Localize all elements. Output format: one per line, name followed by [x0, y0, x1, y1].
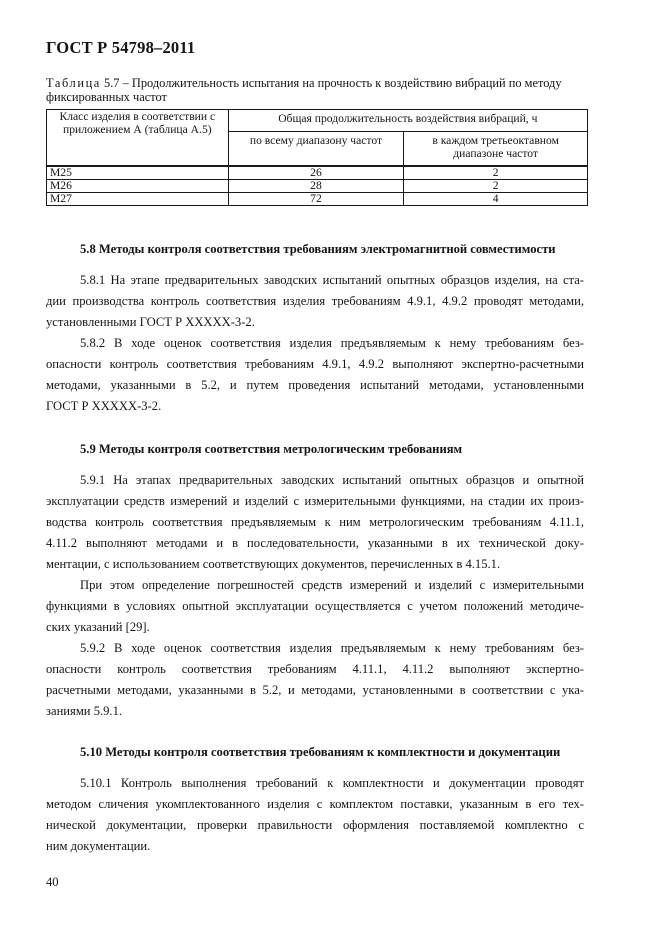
cell-class: М25 — [47, 166, 229, 180]
text-line: нической документации, проверки правильности оформления поставляемой комплектно с — [46, 818, 584, 832]
text-line: функциями в условиях опытной эксплуатации осуществляется с учетом положений методиче- — [46, 599, 584, 613]
text-line: ских указаний [29]. — [46, 620, 150, 634]
page-number: 40 — [46, 875, 59, 889]
paragraph-5-9-1-note — [46, 575, 584, 638]
text-line: 5.8.2 В ходе оценок соответствия изделия предъявляемым к нему требованиям без- — [80, 336, 584, 350]
paragraph-5-9-1 — [46, 470, 584, 575]
paragraph-5-9-2 — [46, 638, 584, 722]
col-header-class: Класс изделия в соответствии с приложением А (таблица А.5) — [47, 110, 229, 167]
table-row — [47, 180, 588, 193]
table-caption-prefix: Таблица — [46, 76, 101, 90]
cell-third-octave: 2 — [404, 166, 588, 180]
text-line: ним документации. — [46, 839, 151, 853]
vibration-duration-table — [46, 109, 588, 206]
text-line: 4.11.2 выполняют методами и в последовательности, указанными в их технической доку- — [46, 536, 584, 550]
cell-third-octave: 2 — [404, 180, 588, 193]
paragraph-5-10-1 — [46, 773, 584, 857]
paragraph-5-8-1 — [46, 270, 584, 333]
cell-class: М26 — [47, 180, 229, 193]
text-line: методом сличения укомплектованного изделия с комплектом поставки, указанным в его тех- — [46, 797, 584, 811]
text-line: ГОСТ Р ХХХХХ-3-2. — [46, 399, 162, 413]
text-line: 5.9.2 В ходе оценок соответствия изделия предъявляемым к нему требованиям без- — [80, 641, 584, 655]
cell-total: 26 — [228, 166, 404, 180]
section-heading-5-9: 5.9 Методы контроля соответствия метрологическим требованиям — [80, 442, 463, 456]
table-row — [47, 193, 588, 206]
text-line: эксплуатации средств измерений и изделий с измерительными функциями, на стадии их произ- — [46, 494, 584, 508]
text-line: 5.10.1 Контроль выполнения требований к комплектности и документации проводят — [80, 776, 584, 790]
text-line: методами, указанными в 5.2, и путем проведения испытаний методами, установленными — [46, 378, 584, 392]
text-line: заниями 5.9.1. — [46, 704, 123, 718]
text-line: водства контроль соответствия предъявляемым к ним метрологическим требованиям 4.11.1, — [46, 515, 584, 529]
table-caption — [46, 76, 591, 104]
text-line: опасности контроль соответствия требованиям 4.9.1, 4.9.2 выполняют экспертно-расчетными — [46, 357, 584, 371]
cell-total: 28 — [228, 180, 404, 193]
text-line: установленными ГОСТ Р ХХХХХ-3-2. — [46, 315, 255, 329]
text-line: опасности контроль соответствия требованиям 4.11.1, 4.11.2 выполняют экспертно- — [46, 662, 584, 676]
table-row — [47, 166, 588, 180]
col-header-total: по всему диапазону частот — [228, 132, 404, 167]
cell-class: М27 — [47, 193, 229, 206]
table-caption-text: 5.7 – Продолжительность испытания на прочность к воздействию вибраций по методу фиксированных частот — [46, 76, 562, 104]
paragraph-5-8-2 — [46, 333, 584, 417]
text-line: При этом определение погрешностей средств измерений и изделий с измерительными — [80, 578, 584, 592]
document-header: ГОСТ Р 54798–2011 — [46, 38, 196, 57]
text-line: дии производства контроль соответствия изделия требованиям 4.9.1, 4.9.2 проводят методами, — [46, 294, 584, 308]
section-heading-5-10: 5.10 Методы контроля соответствия требованиям к комплектности и документации — [80, 745, 561, 759]
text-line: ментации, с использованием соответствующих документов, перечисленных в 4.15.1. — [46, 557, 501, 571]
section-heading-5-8: 5.8 Методы контроля соответствия требованиям электромагнитной совместимости — [80, 242, 556, 256]
cell-total: 72 — [228, 193, 404, 206]
text-line: 5.9.1 На этапах предварительных заводских испытаний опытных образцов и опытной — [80, 473, 584, 487]
text-line: расчетными методами, указанными в 5.2, и методами, установленными в соответствии с ука- — [46, 683, 584, 697]
text-line: 5.8.1 На этапе предварительных заводских испытаний опытных образцов изделия, на ста- — [80, 273, 584, 287]
col-header-group: Общая продолжительность воздействия вибраций, ч — [228, 110, 587, 132]
cell-third-octave: 4 — [404, 193, 588, 206]
col-header-third-octave: в каждом третьеоктавном диапазоне частот — [404, 132, 588, 167]
